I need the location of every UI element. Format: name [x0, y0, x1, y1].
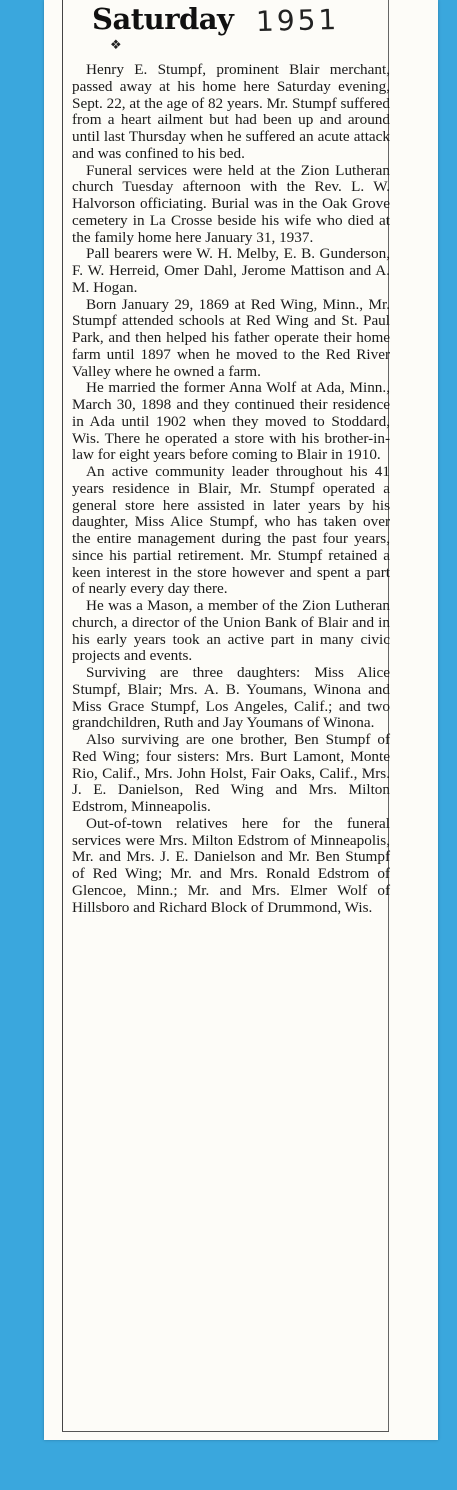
- paragraph-marriage: He married the former Anna Wolf at Ada, Minn., March 30, 1898 and they continued their residence in Ada until 1902 when they moved to Stoddard, Wis. There he operated a store with his brother-in-law for eight years before coming to Blair in 1910.: [72, 379, 390, 464]
- paragraph-survivors: Surviving are three daughters: Miss Alice Stumpf, Blair; Mrs. A. B. Youmans, Winona and Miss Grace Stumpf, Los Angeles, Calif.; and two grandchildren, Ruth and Jay Youmans of Winona.: [72, 664, 390, 732]
- paragraph-funeral: Funeral services were held at the Zion Lutheran church Tuesday afternoon with the Rev. L. W. Halvorson officiating. Burial was in the Oak Grove cemetery in La Crosse beside his wife who died at the family home here January 31, 1937.: [72, 161, 390, 246]
- paragraph-pall-bearers: Pall bearers were W. H. Melby, E. B. Gunderson, F. W. Herreid, Omer Dahl, Jerome Mattison and A. M. Hogan.: [72, 245, 390, 296]
- column-rule-bottom: [62, 1431, 389, 1432]
- handwritten-year: 1951: [255, 2, 340, 39]
- ornament-icon: ❖: [110, 38, 122, 53]
- headline: Saturday: [92, 2, 234, 36]
- column-rule-left: [62, 0, 63, 1432]
- paragraph-death: Henry E. Stumpf, prominent Blair merchant, passed away at his home here Saturday evening, Sept. 22, at the age of 82 years. Mr. Stumpf suffered from a heart ailment but had been up and around until last Thursday when he suffered an acute attack and was confined to his bed.: [72, 61, 390, 162]
- paragraph-siblings: Also surviving are one brother, Ben Stumpf of Red Wing; four sisters: Mrs. Burt Lamont, Monte Rio, Calif., Mrs. John Holst, Fair Oaks, Calif., Mrs. J. E. Danielson, Red Wing and Mrs. Milton Edstrom, Minneapolis.: [72, 731, 390, 815]
- obituary-text: [72, 62, 390, 916]
- paragraph-birth: Born January 29, 1869 at Red Wing, Minn., Mr. Stumpf attended schools at Red Wing and St. Paul Park, and then helped his father operate their home farm until 1897 when he moved to the Red River Valley where he owned a farm.: [72, 295, 390, 380]
- paragraph-memberships: He was a Mason, a member of the Zion Lutheran church, a director of the Union Bank of Blair and in his early years took an active part in many civic projects and events.: [72, 597, 390, 665]
- paragraph-relatives: Out-of-town relatives here for the funeral services were Mrs. Milton Edstrom of Minneapolis, Mr. and Mrs. J. E. Danielson and Mr. Ben Stumpf of Red Wing; Mr. and Mrs. Ronald Edstrom of Glencoe, Minn.; Mr. and Mrs. Elmer Wolf of Hillsboro and Richard Block of Drummond, Wis.: [72, 814, 390, 916]
- paragraph-community: An active community leader throughout his 41 years residence in Blair, Mr. Stumpf operated a general store here assisted in later years by his daughter, Miss Alice Stumpf, who has taken over the entire management during the past four years, since his partial retirement. Mr. Stumpf retained a keen interest in the store however and spent a part of nearly every day there.: [72, 463, 390, 598]
